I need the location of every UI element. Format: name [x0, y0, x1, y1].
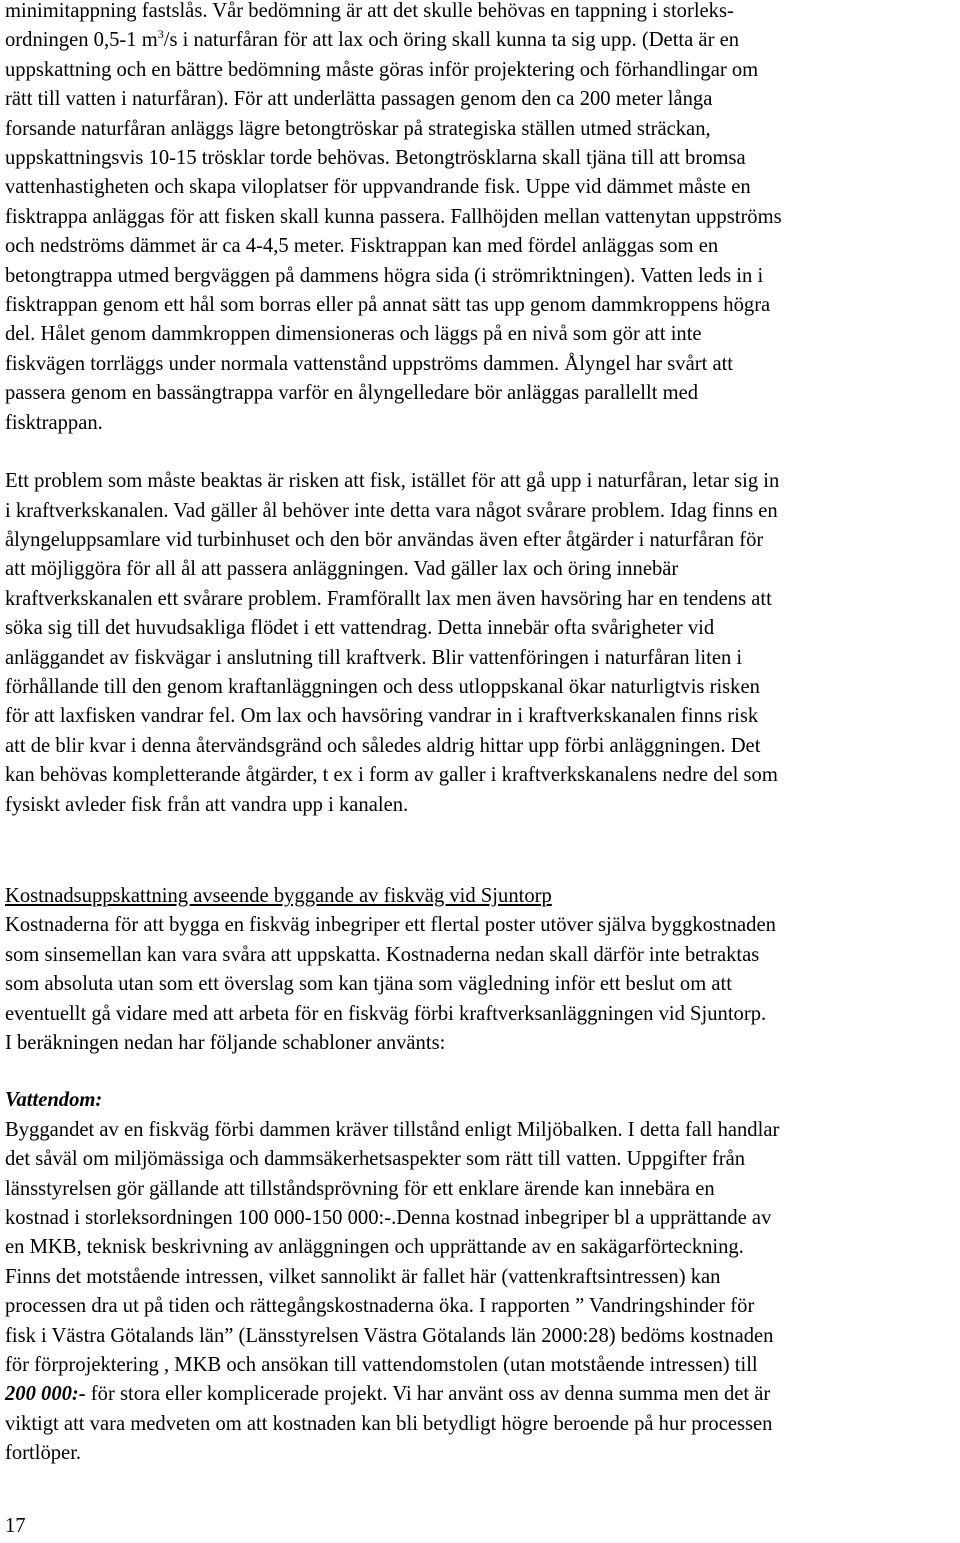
text-line: fisktrappan genom ett hål som borras eller på annat sätt tas upp genom dammkroppens högra [5, 294, 771, 317]
text-run: för stora eller komplicerade projekt. Vi har använt oss av denna summa men det är [85, 1383, 771, 1406]
section-cost-estimate [5, 882, 955, 1058]
text-line: fisktrappan. [5, 411, 103, 434]
text-line: vattenhastigheten och skapa viloplatser för uppvandrande fisk. Uppe vid dämmet måste en [5, 176, 751, 199]
text-line: en MKB, teknisk beskrivning av anläggningen och upprättande av en sakägarförteckning. [5, 1236, 744, 1259]
section-water-ruling [5, 1086, 955, 1468]
paragraph-spacer [5, 1058, 955, 1086]
text-line: processen dra ut på tiden och rättegångskostnaderna öka. I rapporten ” Vandringshinder för [5, 1295, 755, 1318]
subheading: Vattendom: [5, 1089, 103, 1112]
text-run: ordningen 0,5-1 m [5, 29, 158, 52]
page-number: 17 [5, 1515, 26, 1537]
text-line: anläggandet av fiskvägar i anslutning till kraftverk. Blir vattenföringen i naturfåran liten i [5, 646, 743, 669]
text-line: passera genom en bassängtrappa varför en ålyngelledare bör anläggas parallellt med [5, 382, 699, 405]
text-line: ålyngeluppsamlare vid turbinhuset och den bör användas även efter åtgärder i naturfåran för [5, 528, 764, 551]
text-line: kraftverkskanalen ett svårare problem. Framförallt lax men även havsöring har en tendens att [5, 587, 772, 610]
cost-amount: 200 000:- [5, 1383, 86, 1406]
text-line: och nedströms dämmet är ca 4-4,5 meter. Fisktrappan kan med fördel anläggas som en [5, 235, 719, 258]
text-line: rätt till vatten i naturfåran). För att underlätta passagen genom den ca 200 meter långa [5, 88, 713, 111]
text-line: som absoluta utan som ett överslag som kan tjäna som vägledning inför ett beslut om att [5, 973, 732, 996]
paragraph-spacer [5, 438, 955, 467]
text-line: fisktrappa anläggas för att fisken skall kunna passera. Fallhöjden mellan vattenytan uppströms [5, 205, 782, 228]
text-line: att de blir kvar i denna återvändsgränd och således aldrig hittar upp förbi anläggningen. Det [5, 734, 761, 757]
text-line: i kraftverkskanalen. Vad gäller ål behöver inte detta vara något svårare problem. Idag finns en [5, 499, 778, 522]
text-line: minimitappning fastslås. Vår bedömning är att det skulle behövas en tappning i storleks- [5, 0, 734, 22]
text-line: kostnad i storleksordningen 100 000-150 000:-.Denna kostnad inbegriper bl a upprättande av [5, 1207, 772, 1230]
text-line: uppskattning och en bättre bedömning måste göras inför projektering och förhandlingar om [5, 58, 759, 81]
paragraph-fish-ladder [5, 0, 955, 438]
superscript: 3 [157, 27, 164, 42]
text-line: fysiskt avleder fisk från att vandra upp i kanalen. [5, 793, 409, 816]
text-line: forsande naturfåran anläggs lägre betongtröskar på strategiska ställen utmed sträckan, [5, 117, 711, 140]
text-line: fisk i Västra Götalands län” (Länsstyrelsen Västra Götalands län 2000:28) bedöms kostnaden [5, 1324, 774, 1347]
text-line: Byggandet av en fiskväg förbi dammen kräver tillstånd enligt Miljöbalken. I detta fall handlar [5, 1118, 780, 1141]
paragraph-power-canal [5, 467, 955, 820]
text-line [5, 26, 955, 55]
text-line: eventuellt gå vidare med att arbeta för en fiskväg förbi kraftverksanläggningen vid Sjuntorp. [5, 1002, 767, 1025]
text-run: /s i naturfåran för att lax och öring skall kunna ta sig upp. (Detta är en [163, 29, 740, 52]
text-line: det såväl om miljömässiga och dammsäkerhetsaspekter som rätt till vatten. Uppgifter från [5, 1148, 746, 1171]
text-line: förhållande till den genom kraftanläggningen och dess utloppskanal ökar naturligtvis risken [5, 675, 760, 698]
text-line [5, 1380, 955, 1409]
document-page [5, 0, 955, 1469]
text-line: viktigt att vara medveten om att kostnaden kan bli betydligt högre beroende på hur processen [5, 1412, 773, 1435]
text-line: att möjliggöra för all ål att passera anläggningen. Vad gäller lax och öring innebär [5, 558, 679, 581]
text-line: I beräkningen nedan har följande schabloner använts: [5, 1032, 446, 1054]
text-line: del. Hålet genom dammkroppen dimensioneras och läggs på en nivå som gör att inte [5, 323, 702, 346]
section-spacer [5, 820, 955, 882]
text-line: betongtrappa utmed bergväggen på dammens högra sida (i strömriktningen). Vatten leds in i [5, 264, 764, 287]
text-line: uppskattningsvis 10-15 trösklar torde behövas. Betongtrösklarna skall tjäna till att bromsa [5, 147, 746, 170]
text-line: fortlöper. [5, 1442, 82, 1465]
text-line: länsstyrelsen gör gällande att tillståndsprövning för ett enklare ärende kan innebära en [5, 1177, 715, 1200]
text-line: som sinsemellan kan vara svåra att uppskatta. Kostnaderna nedan skall därför inte betraktas [5, 943, 760, 966]
section-heading: Kostnadsuppskattning avseende byggande av fiskväg vid Sjuntorp [5, 884, 552, 907]
text-line: Kostnaderna för att bygga en fiskväg inbegriper ett flertal poster utöver själva byggkostnaden [5, 914, 776, 937]
text-line: kan behövas kompletterande åtgärder, t ex i form av galler i kraftverkskanalens nedre del som [5, 764, 778, 787]
text-line: fiskvägen torrläggs under normala vattenstånd uppströms dammen. Ålyngel har svårt att [5, 352, 734, 375]
text-line: söka sig till det huvudsakliga flödet i ett vattendrag. Detta innebär ofta svårigheter vid [5, 617, 715, 640]
text-line: Finns det motstående intressen, vilket sannolikt är fallet här (vattenkraftsintressen) kan [5, 1265, 721, 1288]
text-line: för att laxfisken vandrar fel. Om lax och havsöring vandrar in i kraftverkskanalen finns risk [5, 705, 759, 728]
text-line: för förprojektering , MKB och ansökan till vattendomstolen (utan motstående intressen) till [5, 1354, 758, 1377]
text-line: Ett problem som måste beaktas är risken att fisk, istället för att gå upp i naturfåran, letar sig in [5, 470, 780, 493]
